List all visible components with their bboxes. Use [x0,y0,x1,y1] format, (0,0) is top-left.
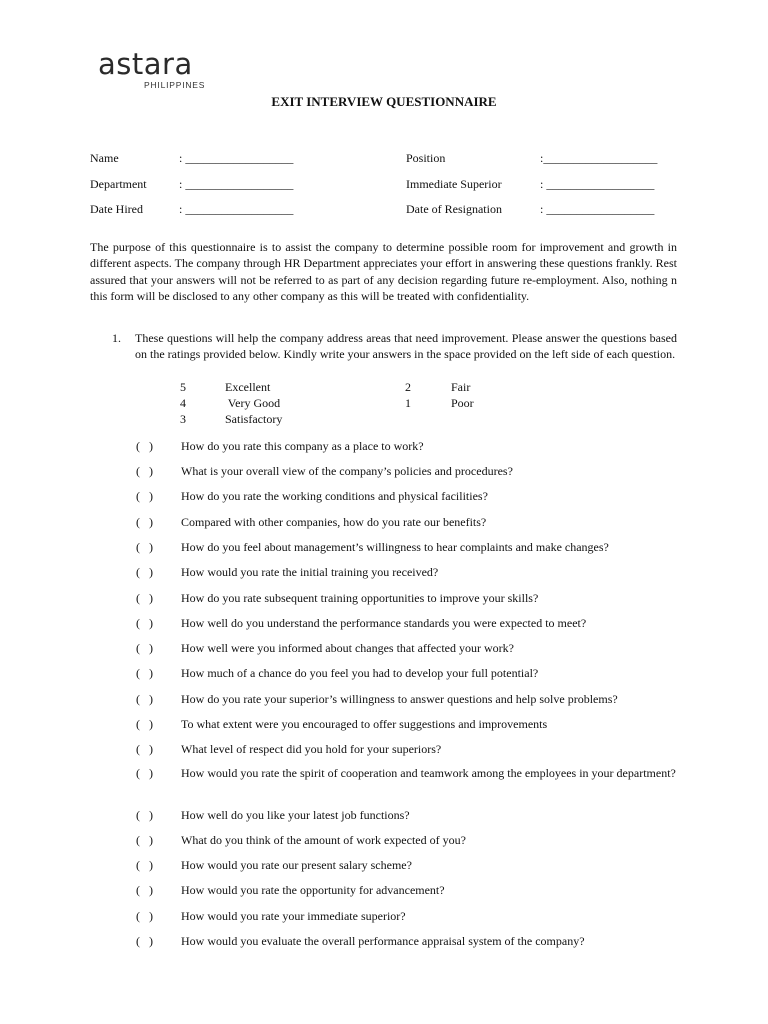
field-blank-date-hired[interactable]: : __________________ [179,202,294,216]
question-text: How would you rate the spirit of cooperation and teamwork among the employees in your department? [181,766,676,780]
answer-blank[interactable]: ( ) [136,858,153,872]
answer-blank[interactable]: ( ) [136,692,153,706]
field-blank-date-of-resignation[interactable]: : __________________ [540,202,655,216]
employee-info-fields [90,150,690,227]
field-row [90,176,690,202]
answer-blank[interactable]: ( ) [136,909,153,923]
answer-blank[interactable]: ( ) [136,808,153,822]
answer-blank[interactable]: ( ) [136,616,153,630]
answer-blank[interactable]: ( ) [136,742,153,756]
question-text: How do you feel about management’s willingness to hear complaints and make changes? [181,540,609,554]
company-logo [98,48,205,90]
answer-blank[interactable]: ( ) [136,439,153,453]
rating-label: Satisfactory [225,412,283,427]
question-item [136,766,677,782]
answer-blank[interactable]: ( ) [136,464,153,478]
question-text: How do you rate your superior’s willingness to answer questions and help solve problems? [181,692,618,706]
field-label-date-hired: Date Hired [90,202,143,216]
rating-number: 5 [180,380,186,394]
logo-subtitle: PHILIPPINES [144,80,206,90]
question-text: How would you rate our present salary scheme? [181,858,412,872]
question-text: How do you rate this company as a place to work? [181,439,424,453]
question-text: How much of a chance do you feel you had to develop your full potential? [181,666,539,680]
field-label-date-of-resignation: Date of Resignation [406,202,502,216]
field-blank-name[interactable]: : __________________ [179,151,294,165]
answer-blank[interactable]: ( ) [136,489,153,503]
answer-blank[interactable]: ( ) [136,565,153,579]
question-text: How well were you informed about changes that affected your work? [181,641,514,655]
rating-label: Very Good [225,396,281,411]
question-text: How would you rate the opportunity for advancement? [181,883,445,897]
rating-label: Excellent [225,380,271,394]
item-number: 1. [112,331,121,345]
question-text: What is your overall view of the company’s policies and procedures? [181,464,513,478]
question-text: Compared with other companies, how do you rate our benefits? [181,515,487,529]
rating-scale [180,379,580,428]
question-text: How well do you like your latest job functions? [181,808,410,822]
answer-blank[interactable]: ( ) [136,934,153,948]
answer-blank[interactable]: ( ) [136,591,153,605]
answer-blank[interactable]: ( ) [136,540,153,554]
question-text: How would you rate the initial training you received? [181,565,439,579]
answer-blank[interactable]: ( ) [136,766,153,780]
field-row [90,150,690,176]
answer-blank[interactable]: ( ) [136,717,153,731]
question-text: To what extent were you encouraged to offer suggestions and improvements [181,717,548,731]
rating-number: 1 [405,396,411,411]
question-text: How do you rate the working conditions and physical facilities? [181,489,488,503]
rating-row [180,395,580,411]
rating-number: 3 [180,412,186,427]
logo-wordmark: astara [98,47,193,81]
question-text: What level of respect did you hold for your superiors? [181,742,442,756]
answer-blank[interactable]: ( ) [136,883,153,897]
rating-label: Fair [451,380,471,394]
field-label-position: Position [406,151,446,165]
instruction-text: These questions will help the company address areas that need improvement. Please answer the questions based on the ratings provided below. Kindly write your answers in the space provided on the left side of each question. [135,331,677,362]
field-blank-position[interactable]: :___________________ [540,151,658,165]
rating-number: 2 [405,380,411,394]
rating-number: 4 [180,396,186,411]
answer-blank[interactable]: ( ) [136,666,153,680]
answer-blank[interactable]: ( ) [136,515,153,529]
question-text: How would you rate your immediate superior? [181,909,406,923]
answer-blank[interactable]: ( ) [136,641,153,655]
rating-row [180,379,580,395]
question-text: How do you rate subsequent training opportunities to improve your skills? [181,591,539,605]
page-title: EXIT INTERVIEW QUESTIONNAIRE [271,94,497,109]
instruction-item [112,330,677,363]
question-text: What do you think of the amount of work expected of you? [181,833,466,847]
field-label-name: Name [90,151,119,165]
field-label-department: Department [90,176,147,191]
field-blank-department[interactable]: : __________________ [179,176,294,191]
field-row [90,201,690,227]
question-text: How well do you understand the performance standards you were expected to meet? [181,616,587,630]
rating-label: Poor [451,396,474,411]
field-label-immediate-superior: Immediate Superior [406,176,502,191]
question-text: How would you evaluate the overall performance appraisal system of the company? [181,934,585,948]
purpose-paragraph: The purpose of this questionnaire is to assist the company to determine possible room for improvement and growth in different aspects. The company through HR Department appreciates your effort in answering these questions frankly. Rest assured that your answers will not be referred to as part of any decision regarding future re-employment. Also, nothing n this form will be disclosed to any other company as this will be treated with confidentiality. [90,240,677,304]
rating-row [180,411,580,427]
field-blank-immediate-superior[interactable]: : __________________ [540,176,655,191]
answer-blank[interactable]: ( ) [136,833,153,847]
